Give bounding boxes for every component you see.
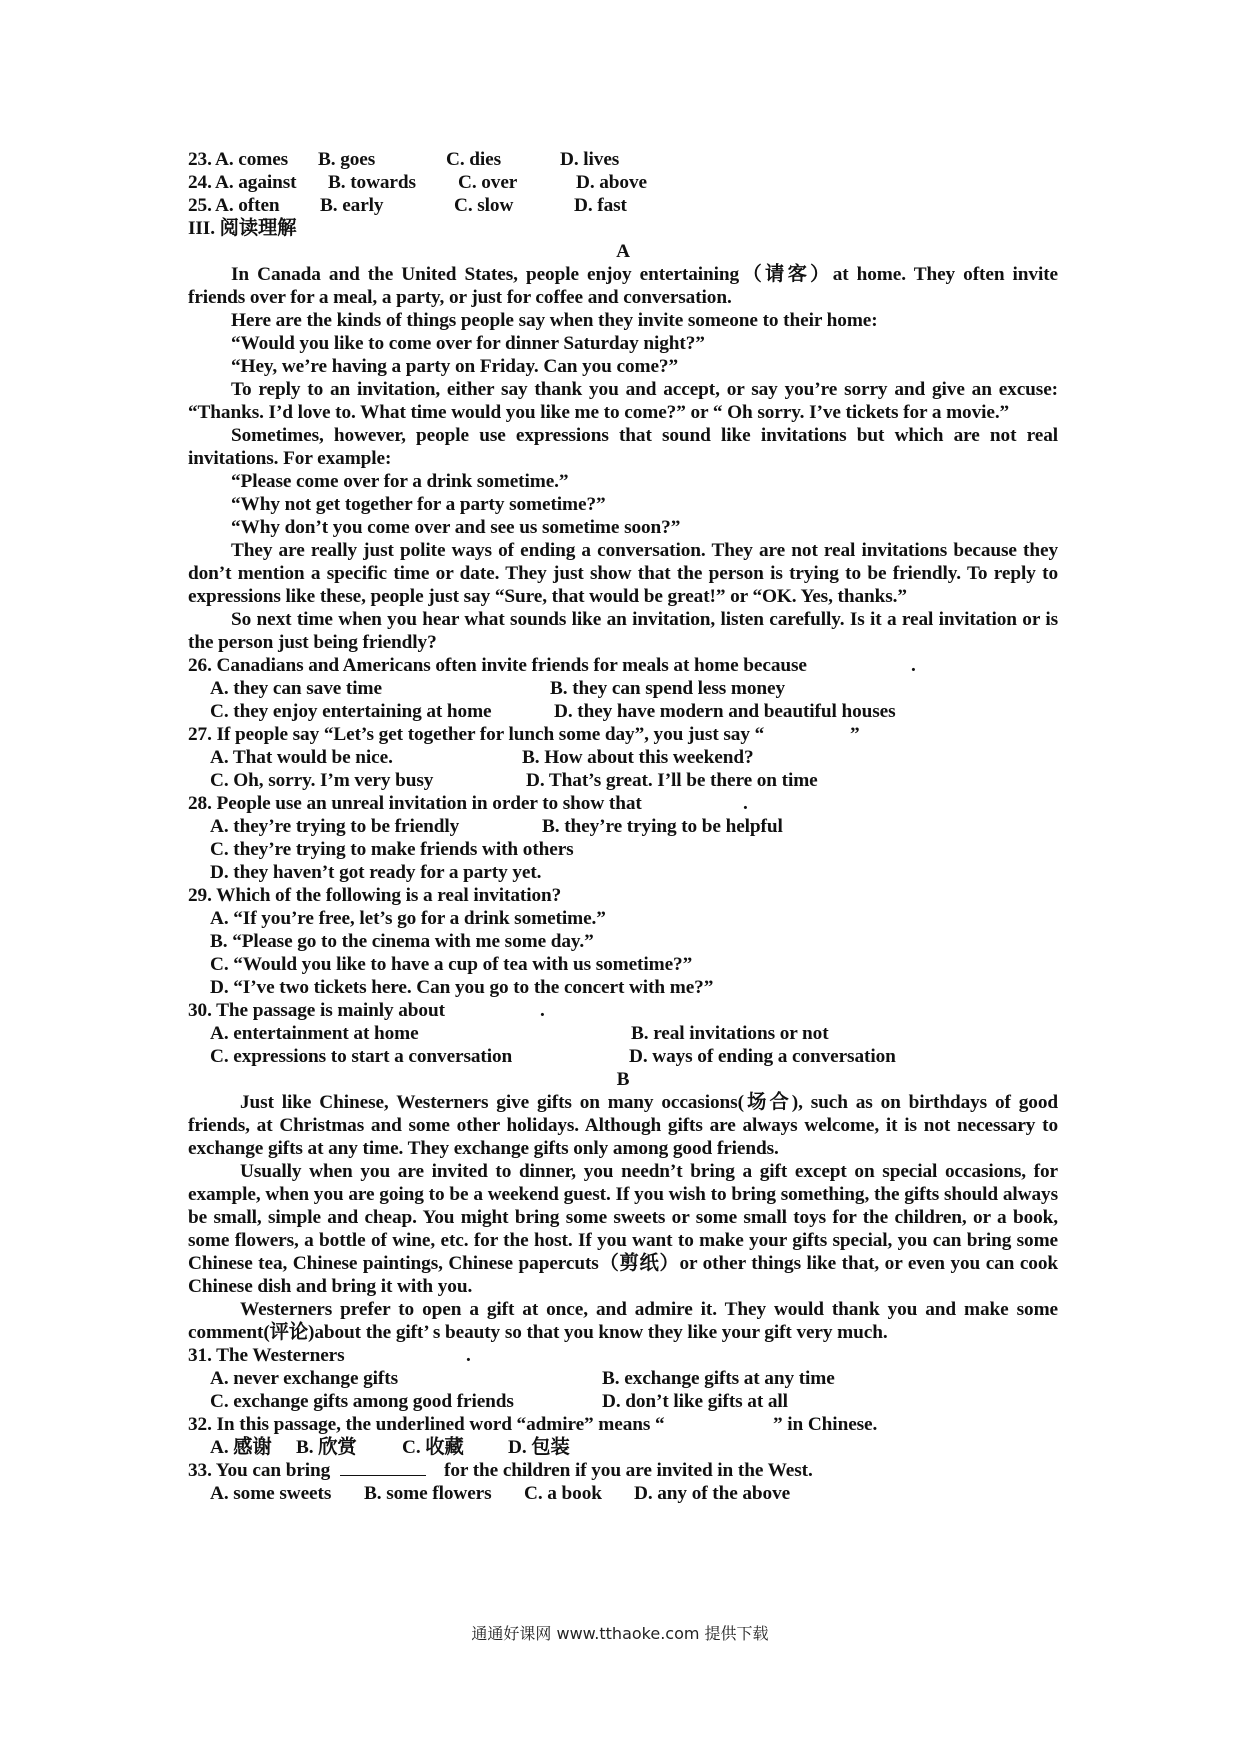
option-b: B. they’re trying to be helpful — [542, 816, 783, 837]
question-end: . — [540, 1000, 545, 1021]
cloze-row-23 — [188, 148, 1058, 171]
question-29-stem: 29. Which of the following is a real invitation? — [188, 885, 562, 906]
question-32-options — [188, 1436, 1058, 1459]
question-end: ” — [850, 724, 860, 745]
option-c: C. dies — [446, 149, 502, 170]
option-c: C. expressions to start a conversation — [210, 1046, 513, 1067]
question-number: 23. — [188, 149, 212, 170]
page-footer: 通通好课网 www.tthaoke.com 提供下载 — [471, 1624, 769, 1643]
question-29-option-d: D. “I’ve two tickets here. Can you go to the concert with me?” — [210, 977, 714, 998]
question-31 — [188, 1344, 1058, 1367]
question-end: . — [911, 655, 916, 676]
question-30-options-ab — [188, 1022, 1058, 1045]
option-c: C. they enjoy entertaining at home — [210, 701, 492, 722]
option-a: A. never exchange gifts — [210, 1368, 398, 1389]
passage-a-paragraph-4: Sometimes, however, people use expressions that sound like invitations but which are not real invitations. For example: — [188, 425, 1058, 469]
passage-b-heading: B — [616, 1069, 630, 1090]
question-number: 25. — [188, 195, 212, 216]
option-b: B. goes — [318, 149, 376, 170]
passage-a-paragraph-6: So next time when you hear what sounds like an invitation, listen carefully. Is it a real invitation or is the person just being friendly? — [188, 609, 1058, 653]
section-title: III. 阅读理解 — [188, 218, 297, 239]
passage-b-paragraph-3: Westerners prefer to open a gift at once, and admire it. They would thank you and make some comment(评论)about the gift’ s beauty so that you know they like your gift very much. — [188, 1299, 1058, 1343]
passage-a-heading: A — [616, 241, 630, 262]
option-d: D. don’t like gifts at all — [602, 1391, 788, 1412]
option-d: D. fast — [574, 195, 627, 216]
question-stem: 26. Canadians and Americans often invite friends for meals at home because — [188, 655, 807, 676]
option-c: C. slow — [454, 195, 514, 216]
question-stem: 28. People use an unreal invitation in order to show that — [188, 793, 642, 814]
option-d: D. lives — [560, 149, 620, 170]
question-end: . — [466, 1345, 471, 1366]
option-c: C. Oh, sorry. I’m very busy — [210, 770, 434, 791]
question-26-options-cd — [188, 700, 1058, 723]
option-a: A. That would be nice. — [210, 747, 393, 768]
question-32 — [188, 1413, 1058, 1436]
option-a: A. comes — [215, 149, 289, 170]
question-33-options — [188, 1482, 1058, 1505]
option-b: B. some flowers — [364, 1483, 492, 1504]
option-d: D. ways of ending a conversation — [629, 1046, 896, 1067]
question-28-option-d — [188, 861, 1058, 884]
option-c: C. exchange gifts among good friends — [210, 1391, 514, 1412]
passage-a-paragraph-5: They are really just polite ways of ending a conversation. They are not real invitations because they don’t mention a specific time or date. They just show that the person is trying to be friendly. To reply to expressions like these, people just say “Sure, that would be great!” or “OK. Yes, thanks.” — [188, 540, 1058, 607]
question-stem: 27. If people say “Let’s get together for lunch some day”, you just say “ — [188, 724, 765, 745]
question-26-options-ab — [188, 677, 1058, 700]
passage-a-quote-4: “Why not get together for a party sometime?” — [231, 494, 606, 515]
option-d: D. 包装 — [508, 1437, 570, 1458]
option-b: B. they can spend less money — [550, 678, 786, 699]
question-29-option-b: B. “Please go to the cinema with me some day.” — [210, 931, 594, 952]
option-a: A. often — [215, 195, 280, 216]
passage-a-paragraph-2: Here are the kinds of things people say when they invite someone to their home: — [231, 310, 878, 331]
option-b: B. exchange gifts at any time — [602, 1368, 835, 1389]
option-b: B. early — [320, 195, 384, 216]
option-a: A. they’re trying to be friendly — [210, 816, 460, 837]
question-27-options-ab — [188, 746, 1058, 769]
question-30 — [188, 999, 1058, 1022]
passage-b-paragraph-1: Just like Chinese, Westerners give gifts on many occasions(场合), such as on birthdays of good friends, at Christmas and some other holidays. Although gifts are always welcome, it is not necessary to exchange gifts at any time. They exchange gifts only among good friends. — [188, 1092, 1058, 1159]
question-number: 24. — [188, 172, 212, 193]
passage-a-quote-1: “Would you like to come over for dinner Saturday night?” — [231, 333, 705, 354]
option-c: C. over — [458, 172, 518, 193]
option-b: B. real invitations or not — [631, 1023, 829, 1044]
question-28-options-ab — [188, 815, 1058, 838]
option-d: D. above — [576, 172, 647, 193]
question-28-option-c — [188, 838, 1058, 861]
question-27-options-cd — [188, 769, 1058, 792]
question-stem: 32. In this passage, the underlined word “admire” means “ — [188, 1414, 665, 1435]
option-c: C. a book — [524, 1483, 602, 1504]
option-b: B. 欣赏 — [296, 1437, 357, 1458]
option-d: D. they have modern and beautiful houses — [554, 701, 896, 722]
question-28 — [188, 792, 1058, 815]
question-stem-end: for the children if you are invited in the West. — [444, 1460, 813, 1481]
passage-a-quote-5: “Why don’t you come over and see us sometime soon?” — [231, 517, 681, 538]
option-b: B. How about this weekend? — [522, 747, 754, 768]
passage-a-quote-2: “Hey, we’re having a party on Friday. Can you come?” — [231, 356, 679, 377]
question-27 — [188, 723, 1058, 746]
question-29-option-a: A. “If you’re free, let’s go for a drink sometime.” — [210, 908, 606, 929]
question-33 — [188, 1459, 1058, 1482]
option-d: D. That’s great. I’ll be there on time — [526, 770, 818, 791]
question-29-option-c: C. “Would you like to have a cup of tea with us sometime?” — [210, 954, 693, 975]
exam-page — [188, 148, 1058, 1505]
option-b: B. towards — [328, 172, 416, 193]
cloze-row-24 — [188, 171, 1058, 194]
question-stem: 30. The passage is mainly about — [188, 1000, 445, 1021]
option-d: D. they haven’t got ready for a party yet. — [210, 862, 542, 883]
passage-a-paragraph-1: In Canada and the United States, people enjoy entertaining（请客）at home. They often invite friends over for a meal, a party, or just for coffee and conversation. — [188, 264, 1058, 308]
passage-b-paragraph-2: Usually when you are invited to dinner, you needn’t bring a gift except on special occasions, for example, when you are going to be a weekend guest. If you wish to bring something, the gifts should always be small, simple and cheap. You might bring some sweets or some small toys for the children, or a book, some flowers, a bottle of wine, etc. for the host. If you want to make your gifts special, you can bring some Chinese tea, Chinese paintings, Chinese papercuts（剪纸）or other things like that, or even you can cook Chinese dish and bring it with you. — [188, 1161, 1058, 1297]
passage-a-quote-3: “Please come over for a drink sometime.” — [231, 471, 569, 492]
question-end: . — [743, 793, 748, 814]
option-a: A. against — [215, 172, 297, 193]
option-a: A. some sweets — [210, 1483, 332, 1504]
answer-blank — [340, 1459, 426, 1482]
question-26 — [188, 654, 1058, 677]
option-d: D. any of the above — [634, 1483, 791, 1504]
question-stem: 31. The Westerners — [188, 1345, 345, 1366]
option-a: A. they can save time — [210, 678, 382, 699]
question-31-options-ab — [188, 1367, 1058, 1390]
question-stem: 33. You can bring — [188, 1460, 331, 1481]
question-31-options-cd — [188, 1390, 1058, 1413]
question-30-options-cd — [188, 1045, 1058, 1068]
option-c: C. they’re trying to make friends with others — [210, 839, 574, 860]
passage-a-paragraph-3: To reply to an invitation, either say thank you and accept, or say you’re sorry and give an excuse: “Thanks. I’d love to. What time would you like me to come?” or “ Oh sorry. I’ve tickets for a movie.” — [188, 379, 1058, 423]
question-stem-end: ” in Chinese. — [773, 1414, 878, 1435]
option-c: C. 收藏 — [402, 1437, 464, 1458]
option-a: A. 感谢 — [210, 1437, 272, 1458]
cloze-row-25 — [188, 194, 1058, 217]
option-a: A. entertainment at home — [210, 1023, 419, 1044]
